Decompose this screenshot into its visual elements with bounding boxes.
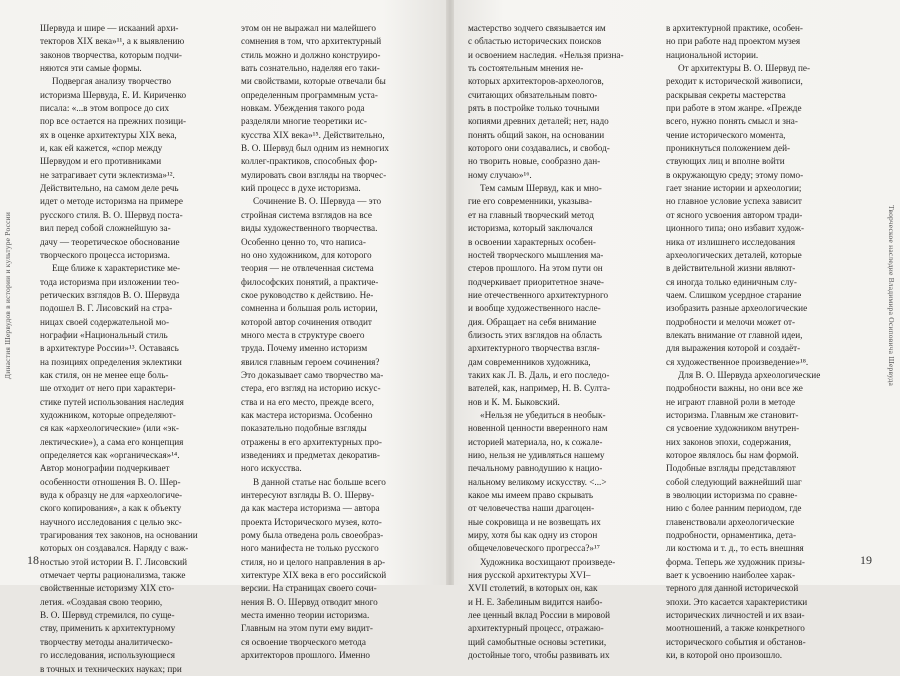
text-line: раскрывая секреты мастерства — [666, 89, 786, 100]
text-line: идет о методе историзма на примере — [40, 196, 183, 207]
text-line: новенной ценности вверенного нам — [468, 423, 608, 434]
text-line: ского копирования», а как к объекту — [40, 503, 182, 514]
text-line: и вообще художественного насле- — [468, 303, 601, 314]
text-line: ницах своей содержательной мо- — [40, 316, 170, 327]
text-line: нию, нельзя не удивляться нашему — [468, 450, 605, 460]
text-line: архитектурного творчества взгля- — [468, 343, 600, 354]
text-line: стиль можно и должно конструиро- — [241, 49, 381, 60]
text-line: вуда к образцу не для «археологиче- — [40, 490, 183, 501]
text-line: Это доказывает само творчество ма- — [241, 369, 384, 380]
text-line: Действительно, на самом деле речь — [40, 183, 179, 194]
text-line: изобразить разные археологические — [666, 303, 808, 314]
text-line: в освоении характерных особен- — [468, 236, 596, 247]
text-line: терного для данной исторической — [666, 583, 799, 594]
text-line: реходит к исторической живописи, — [666, 76, 803, 87]
text-line: стройная система взглядов на все — [241, 209, 372, 220]
text-line: Шервуда и шире — искаaний архи- — [40, 23, 179, 33]
text-line: Автор монографии подчеркивает — [40, 463, 170, 474]
text-line: ные сокровища и не возвещать их — [468, 516, 601, 527]
text-line: какое мы имеем право скрывать — [468, 490, 594, 501]
text-line: виды художественного творчества. — [241, 223, 378, 234]
text-line: ния русской архитектуры XVI– — [468, 570, 591, 581]
text-line: отмечает черты рационализма, также — [40, 570, 186, 581]
text-line: ми свойствами, которые отвечали бы — [241, 76, 386, 87]
text-line: Подобные взгляды представляют — [666, 463, 796, 474]
text-line: мастерство зодчего связывается им — [468, 23, 606, 33]
text-line: ях в оценке архитектуры XIX века, — [40, 129, 177, 140]
text-line: в эволюции историзма по сравне- — [666, 490, 798, 501]
text-line: историзма. Главным же становит- — [666, 409, 799, 420]
text-line: форма. Теперь же художник призы- — [666, 556, 805, 567]
text-line: Еще ближе к характеристике ме- — [52, 263, 181, 274]
text-line: стике путей использования наследия — [40, 396, 184, 407]
text-line: Главным на этом пути ему видит- — [241, 623, 373, 634]
text-line: трагирования тех законов, на основании — [40, 530, 198, 541]
text-line: ли костюма и т. д., то есть внешняя — [666, 543, 804, 554]
text-line: ние отечественного архитектурного — [468, 289, 609, 300]
text-line: нальному великому искусству. <...> — [468, 476, 607, 487]
text-line: влекать внимание от главной идеи, — [666, 329, 803, 340]
text-line: ся как «археологические» (или «эк- — [40, 423, 179, 434]
text-line: стера, его взгляд на историю искус- — [241, 383, 381, 394]
text-line: няются эти самые формы. — [40, 63, 142, 74]
text-line: и освоением наследия. «Нельзя призна- — [468, 49, 624, 60]
text-line: миру, хотя бы как одну из сторон — [468, 530, 598, 541]
text-line: ся освоение творческого метода — [241, 636, 366, 647]
text-line: общечеловеческого прогресса?»¹⁷ — [468, 543, 600, 554]
text-line: исторических личностей и их взаи- — [666, 610, 805, 621]
text-line: свойственные историзму XIX сто- — [40, 583, 175, 594]
text-line: которого они создавались, и свобод- — [468, 143, 610, 154]
text-line: ствующих лиц и вполне войти — [666, 156, 785, 167]
text-line: да как мастера историзма — автора — [241, 503, 380, 514]
text-line: как мастера историзма. Особенно — [241, 409, 373, 420]
text-line: нов и К. М. Быковский. — [468, 396, 560, 407]
text-line: XVII столетий, в которых он, как — [468, 583, 598, 594]
text-line: ного манифеста не только русского — [241, 543, 379, 554]
text-line: гие его современники, указыва- — [468, 196, 593, 207]
text-line: вает к усвоению наиболее харак- — [666, 570, 796, 581]
text-line: подробности важны, но они все же — [666, 383, 803, 394]
text-line: в действительной жизни являют- — [666, 263, 796, 274]
text-line: которых архитекторов-археологов, — [468, 76, 604, 87]
text-line: считающих обязательным повто- — [468, 89, 598, 100]
right-running-head-text: Творческое наследие Владимира Осиповича Шервуда — [887, 204, 897, 386]
left-page — [0, 0, 450, 674]
text-line: но оно художником, для которого — [241, 249, 372, 260]
text-line: ся иногда только единичным слу- — [666, 276, 797, 287]
text-line: от ясного усвоения автором тради- — [666, 209, 803, 220]
text-line: Для В. О. Шервуда археологические — [678, 369, 821, 380]
text-line: хитектуре XIX века в его российской — [241, 570, 387, 581]
text-line: достойные того, чтобы развивать их — [468, 650, 610, 661]
text-line: В. О. Шервуд стремился, по суще- — [40, 610, 175, 621]
text-line: стеров прошлого. На этом пути он — [468, 263, 603, 274]
text-line: много места в структуре своего — [241, 329, 365, 340]
text-line: не затрагивает сути эклектизма»¹². — [40, 169, 175, 180]
text-line: рому была отведена роль своеобраз- — [241, 530, 384, 541]
text-line: проекта Исторического музея, кото- — [241, 516, 382, 527]
text-line: интересуют взгляды В. О. Шерву- — [241, 490, 375, 501]
text-line: места именно теории историзма. — [241, 610, 370, 621]
text-line: дам современников художника, — [468, 356, 591, 367]
text-line: чение исторического момента, — [666, 129, 786, 140]
text-line: писала: «...в этом вопросе до сих — [40, 103, 170, 114]
text-line: как стиля, он не менее еще боль- — [40, 369, 169, 380]
text-line: рять в постройке только точными — [468, 103, 600, 114]
text-line: щий самобытные основы эстетики, — [468, 636, 607, 647]
text-line: историзма, который заключался — [468, 223, 593, 234]
text-line: нографии «Национальный стиль — [40, 329, 168, 340]
right-page-number: 19 — [860, 553, 872, 567]
text-line: В данной статье нас больше всего — [253, 476, 386, 487]
text-line: законов творчества, которым подчи- — [40, 49, 182, 60]
text-line: но при работе над проектом музея — [666, 36, 801, 47]
text-line: них законов эпохи, содержания, — [666, 436, 792, 447]
text-line: ностей творческого мышления ма- — [468, 249, 604, 260]
text-line: тода историзма при изложении тео- — [40, 276, 180, 287]
text-line: сомнения в том, что архитектурный — [241, 36, 382, 47]
text-line: творчеству методы аналитическо- — [40, 636, 173, 647]
text-line: Сочинение В. О. Шервуда — это — [253, 196, 382, 207]
text-line: философских понятий, а практиче- — [241, 276, 379, 287]
text-line: версии. На страницах своего сочи- — [241, 583, 377, 594]
text-line: вателей, как, например, Н. В. Султа- — [468, 383, 611, 394]
text-line: эпохи. Это касается характеристики — [666, 596, 808, 607]
text-line: но творить новые, сообразно дан- — [468, 156, 601, 167]
text-line: дачу — теоретическое обоснование — [40, 236, 180, 247]
book-spine — [446, 0, 454, 585]
text-line: определяется как «органическая»¹⁴. — [40, 450, 180, 460]
text-line: моотношений, а также конкретного — [666, 623, 805, 634]
text-line: ет на главный творческий метод — [468, 209, 594, 220]
text-line: летия. «Создавая свою теорию, — [40, 596, 163, 607]
text-line: которое являлось бы нам формой. — [666, 450, 799, 460]
text-line: творческого процесса историзма. — [40, 249, 170, 260]
right-page-column-1 — [468, 22, 638, 661]
text-line: не играют главной роли в методе — [666, 396, 796, 407]
left-page-column-2 — [241, 22, 411, 661]
text-line: печальному равнодушию к нацио- — [468, 463, 603, 474]
text-line: в точных и технических науках; при — [40, 663, 182, 674]
left-page-number: 18 — [27, 553, 39, 567]
text-line: и Н. Е. Забелиным видится наибо- — [468, 596, 603, 607]
text-line: копиями древних деталей; нет, надо — [468, 116, 609, 127]
left-running-head — [2, 80, 14, 510]
text-line: «Нельзя не убедиться в необык- — [480, 409, 606, 420]
text-line: ское руководство к действию. Не- — [241, 289, 374, 300]
text-line: от человечества наши драгоцен- — [468, 503, 595, 514]
text-line: научного исследования с целью экс- — [40, 516, 182, 527]
text-line: стиля, но и целого направления в ар- — [241, 556, 386, 567]
text-line: особенности отношения В. О. Шер- — [40, 476, 181, 487]
text-line: явился главным героем сочинения? — [241, 356, 380, 367]
text-line: на позициях определения эклектики — [40, 356, 182, 367]
text-line: которых он создавался. Наряду с важ- — [40, 543, 189, 554]
text-line: историзма Шервуда, Е. И. Кириченко — [40, 89, 187, 100]
text-line: близость этих взглядов на область — [468, 329, 602, 340]
text-line: архитекторов прошлого. Именно — [241, 650, 370, 661]
text-line: ся усвоение художником внутрен- — [666, 423, 800, 434]
text-line: археологических деталей, которые — [666, 249, 802, 260]
text-line: подчеркивает приоритетное значе- — [468, 276, 604, 287]
text-line: теория — не отвлеченная система — [241, 263, 374, 274]
text-line: подошел В. Г. Лисовский на стра- — [40, 303, 173, 314]
text-line: историей материала, но, к сожале- — [468, 436, 603, 447]
right-page-column-2 — [666, 22, 836, 661]
text-line: отражены в его архитектурных про- — [241, 436, 382, 447]
text-line: ного искусства. — [241, 463, 302, 474]
text-line: мулировать свои взгляды на творчес- — [241, 169, 387, 180]
text-line: показательно подобные взгляды — [241, 423, 367, 434]
text-line: коллег-практиков, способных фор- — [241, 156, 378, 167]
text-line: вать сознательно, наделяя его таки- — [241, 63, 380, 74]
text-line: изведениях и предметах декоратив- — [241, 450, 380, 460]
text-line: исторического события и обстанов- — [666, 636, 806, 647]
text-line: лее ценный вклад России в мировой — [468, 610, 611, 621]
text-line: художником, которые определяют- — [40, 409, 176, 420]
left-running-head-text: Династия Шервудов в истории и культуре России — [3, 211, 13, 379]
text-line: Подвергая анализу творчество — [52, 76, 172, 87]
text-line: текторов XIX века»¹¹, а к выявлению — [40, 36, 185, 47]
text-line: всего, нужно понять смысл и зна- — [666, 116, 798, 127]
text-line: в окружающую среду; этому помо- — [666, 169, 804, 180]
text-line: понять общий закон, на основании — [468, 129, 605, 140]
text-line: в архитектуре России»¹³. Оставаясь — [40, 343, 179, 354]
text-line: подробности и мелочи может от- — [666, 316, 796, 327]
text-line: го исследования, использующиеся — [40, 650, 175, 661]
text-line: Тем самым Шервуд, как и мно- — [480, 183, 602, 194]
text-line: кий процесс в духе историзма. — [241, 183, 361, 194]
text-line: чаем. Слишком усердное старание — [666, 289, 802, 300]
text-line: ному случаю»¹⁶. — [468, 169, 532, 180]
text-line: архитектурный процесс, отражаю- — [468, 623, 604, 634]
text-line: русского стиля. В. О. Шервуд поста- — [40, 209, 183, 220]
text-line: труда. Почему именно историзм — [241, 343, 368, 354]
text-line: ностью этой истории В. Г. Лисовский — [40, 556, 188, 567]
text-line: ки, в которой оно произошло. — [666, 650, 783, 661]
text-line: которой автор сочинения отводит — [241, 316, 372, 327]
text-line: для выражения которой и создаёт- — [666, 343, 801, 354]
text-line: национальной истории. — [666, 49, 759, 60]
text-line: определенным программным уста- — [241, 89, 378, 100]
text-line: ше отходит от него при характери- — [40, 383, 176, 394]
text-line: ства и на его место, прежде всего, — [241, 396, 374, 407]
text-line: ству, применить к архитектурному — [40, 623, 176, 634]
text-line: В. О. Шервуд был одним из немногих — [241, 143, 390, 154]
text-line: но главное условие успеха зависит — [666, 196, 802, 207]
text-line: вил перед собой сложнейшую за- — [40, 223, 171, 234]
text-line: Особенно ценно то, что написа- — [241, 236, 366, 247]
left-page-column-1 — [40, 22, 210, 674]
text-line: главенствовали археологические — [666, 516, 795, 527]
text-line: при работе в этом жанре. «Прежде — [666, 103, 802, 114]
text-line: в архитектурной практике, особен- — [666, 23, 803, 33]
text-line: этом он не выражал ни малейшего — [241, 23, 376, 33]
text-line: ретических взглядов В. О. Шервуда — [40, 289, 180, 300]
text-line: собой следующий важнейший шаг — [666, 476, 802, 487]
text-line: ционного типа; оно избавит худож- — [666, 223, 805, 234]
text-line: От архитектуры В. О. Шервуд пе- — [678, 63, 811, 74]
text-line: и, как ей кажется, «спор между — [40, 143, 163, 154]
text-line: гает знание истории и археологии; — [666, 183, 802, 194]
text-line: новкам. Убеждения такого рода — [241, 103, 365, 114]
text-line: Художника восхищают произведе- — [480, 556, 616, 567]
text-line: Шервудом и его противниками — [40, 156, 162, 167]
text-line: нию с более ранним периодом, где — [666, 503, 802, 514]
text-line: с областью исторических поисков — [468, 36, 602, 47]
text-line: подробности, орнаментика, дета- — [666, 530, 797, 541]
text-line: пор все остается на прежних позици- — [40, 116, 187, 127]
text-line: лектические»), а сама его концепция — [40, 436, 184, 447]
text-line: ть состоятельным мнения не- — [468, 63, 584, 74]
right-page — [450, 0, 900, 661]
text-line: ника от излишнего исследования — [666, 236, 796, 247]
text-line: ся художественное произведение»¹⁸. — [666, 356, 809, 367]
text-line: таких как Л. В. Даль, и его последо- — [468, 369, 610, 380]
text-line: нения В. О. Шервуд отводит много — [241, 596, 378, 607]
right-running-head — [886, 80, 898, 510]
text-line: кусства XIX века»¹⁵. Действительно, — [241, 129, 385, 140]
text-line: сомненна и большая роль истории, — [241, 303, 378, 314]
text-line: проникнуться положением дей- — [666, 143, 791, 154]
text-line: разделяли многие теоретики ис- — [241, 116, 367, 127]
text-line: дия. Обращает на себя внимание — [468, 316, 597, 327]
